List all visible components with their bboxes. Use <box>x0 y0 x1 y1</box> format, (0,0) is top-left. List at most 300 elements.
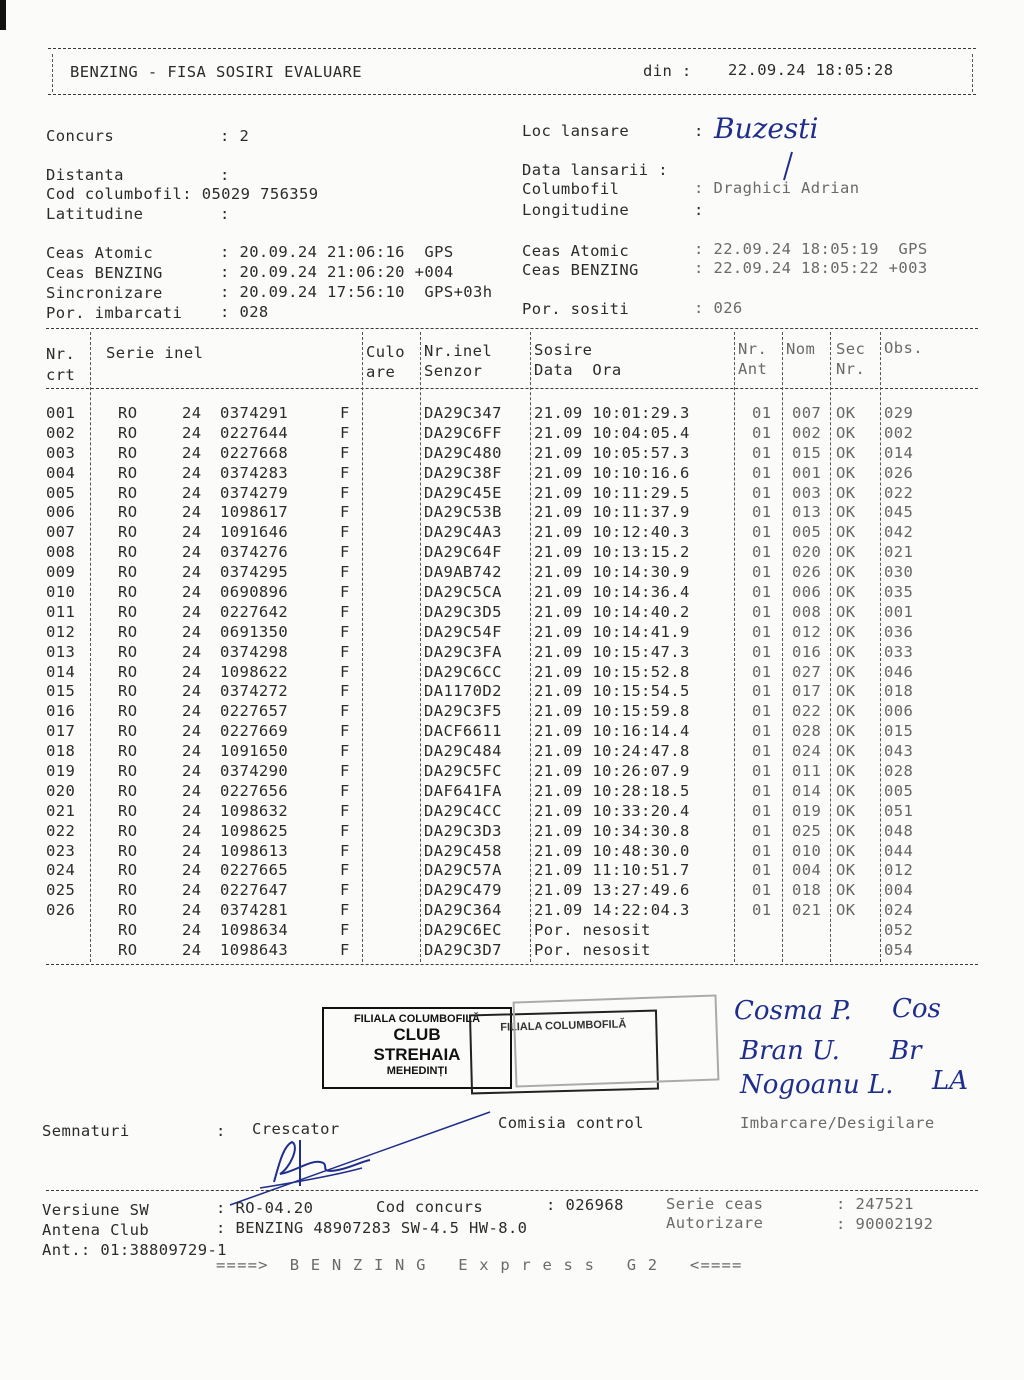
cell-nom: 001 <box>792 463 822 482</box>
cell-senzor: DA29C3F5 <box>424 702 502 721</box>
cell-senzor: DA9AB742 <box>424 563 502 582</box>
cell-nr: 001 <box>46 404 76 422</box>
cell-an: 24 <box>182 543 202 562</box>
cell-an: 24 <box>182 404 202 422</box>
cell-sec: OK <box>836 443 856 462</box>
col-ant-2: Ant <box>738 360 768 378</box>
handwritten-name-1: Cosma P. <box>734 996 852 1026</box>
cell-inel: 1098632 <box>220 801 289 820</box>
table-bottom-border <box>46 964 978 965</box>
cell-nr: 004 <box>46 463 76 482</box>
handwritten-initials-2: Br <box>890 1036 922 1066</box>
cell-obs: 043 <box>884 742 914 761</box>
cell-sec: OK <box>836 642 856 661</box>
cell-obs: 006 <box>884 702 914 721</box>
cell-ant: 01 <box>752 901 772 920</box>
cell-obs: 048 <box>884 821 914 840</box>
cell-ant: 01 <box>752 841 772 860</box>
cell-tara: RO <box>118 523 138 542</box>
cell-obs: 030 <box>884 563 914 582</box>
cell-sex: F <box>340 762 350 781</box>
table-row <box>44 762 984 782</box>
cell-ant: 01 <box>752 523 772 542</box>
cell-tara: RO <box>118 921 138 940</box>
cell-obs: 012 <box>884 861 914 880</box>
cell-ant: 01 <box>752 423 772 442</box>
cell-ant: 01 <box>752 583 772 602</box>
cell-senzor: DA29C54F <box>424 622 502 641</box>
cell-inel: 0374298 <box>220 642 289 661</box>
cell-tara: RO <box>118 801 138 820</box>
cell-an: 24 <box>182 523 202 542</box>
cell-sex: F <box>340 722 350 741</box>
cell-tara: RO <box>118 901 138 920</box>
cell-tara: RO <box>118 722 138 741</box>
cell-tara: RO <box>118 622 138 641</box>
cell-sec: OK <box>836 503 856 522</box>
cell-inel: 1098625 <box>220 821 289 840</box>
cell-sec: OK <box>836 423 856 442</box>
table-header-bottom-border <box>46 388 978 389</box>
cell-obs: 024 <box>884 901 914 920</box>
cell-obs: 035 <box>884 583 914 602</box>
cell-an: 24 <box>182 722 202 741</box>
cell-sosire: 21.09 10:11:29.5 <box>534 483 690 502</box>
cell-nom: 018 <box>792 881 822 900</box>
cell-nom: 013 <box>792 503 822 522</box>
cell-nom: 006 <box>792 583 822 602</box>
scan-edge-mark <box>0 0 6 30</box>
loc-lansare-label: Loc lansare <box>522 122 630 140</box>
cell-sosire: 21.09 10:34:30.8 <box>534 821 690 840</box>
cell-inel: 0374276 <box>220 543 289 562</box>
cell-inel: 1098634 <box>220 921 289 940</box>
cell-inel: 0227665 <box>220 861 289 880</box>
cell-sex: F <box>340 543 350 562</box>
report-date-value: 22.09.24 18:05:28 <box>728 61 894 79</box>
cell-an: 24 <box>182 762 202 781</box>
cell-an: 24 <box>182 642 202 661</box>
handwritten-name-3: Nogoanu L. <box>740 1070 894 1100</box>
cell-nr: 013 <box>46 642 76 661</box>
club-stamp-faint-2 <box>513 994 720 1087</box>
cell-inel: 0691350 <box>220 622 289 641</box>
cell-ant: 01 <box>752 503 772 522</box>
cell-ant: 01 <box>752 463 772 482</box>
cell-senzor: DA29C3FA <box>424 642 502 661</box>
clock-right-1-value: : 22.09.24 18:05:19 GPS <box>694 240 928 258</box>
product-line: ====> B E N Z I N G E x p r e s s G 2 <==== <box>216 1256 743 1274</box>
cell-ant: 01 <box>752 801 772 820</box>
cell-an: 24 <box>182 463 202 482</box>
col-nrinel-1: Nr.inel <box>424 342 493 360</box>
cell-sosire: 21.09 10:16:14.4 <box>534 722 690 741</box>
crescator-signature <box>220 1090 500 1210</box>
clock-left-4-value: : 028 <box>220 303 269 321</box>
cell-senzor: DA29C458 <box>424 841 502 860</box>
cell-nom: 004 <box>792 861 822 880</box>
cell-an: 24 <box>182 423 202 442</box>
cell-ant: 01 <box>752 404 772 422</box>
autorizare-value: : 90002192 <box>836 1215 934 1233</box>
cell-senzor: DA29C5FC <box>424 762 502 781</box>
autorizare-label: Autorizare <box>666 1214 764 1232</box>
cell-tara: RO <box>118 602 138 621</box>
cell-nom: 010 <box>792 841 822 860</box>
table-row <box>44 543 984 563</box>
cell-ant: 01 <box>752 682 772 701</box>
cell-ant: 01 <box>752 622 772 641</box>
cell-sosire: 21.09 10:01:29.3 <box>534 404 690 422</box>
cell-sec: OK <box>836 563 856 582</box>
cell-nr: 009 <box>46 563 76 582</box>
cell-nom: 028 <box>792 722 822 741</box>
cell-an: 24 <box>182 801 202 820</box>
cell-tara: RO <box>118 503 138 522</box>
cell-ant: 01 <box>752 722 772 741</box>
cell-sosire: 21.09 10:14:40.2 <box>534 602 690 621</box>
cell-senzor: DA29C4A3 <box>424 523 502 542</box>
cell-an: 24 <box>182 483 202 502</box>
cell-senzor: DA29C3D3 <box>424 821 502 840</box>
cell-sosire: 21.09 10:12:40.3 <box>534 523 690 542</box>
cell-senzor: DA1170D2 <box>424 682 502 701</box>
cell-sosire: 21.09 10:24:47.8 <box>534 742 690 761</box>
cell-sex: F <box>340 801 350 820</box>
table-row <box>44 484 984 504</box>
table-row <box>44 921 984 941</box>
cell-sex: F <box>340 662 350 681</box>
cell-sec: OK <box>836 901 856 920</box>
cell-nom: 012 <box>792 622 822 641</box>
cell-sex: F <box>340 642 350 661</box>
handwritten-initials-1: Cos <box>892 994 941 1024</box>
col-ant-1: Nr. <box>738 340 768 358</box>
columbofil-label: Columbofil <box>522 180 620 198</box>
cell-inel: 1098622 <box>220 662 289 681</box>
cell-nom: 022 <box>792 702 822 721</box>
cell-obs: 045 <box>884 503 914 522</box>
cell-inel: 1098613 <box>220 841 289 860</box>
report-date-label: din : <box>643 62 692 80</box>
col-sec-1: Sec <box>836 340 866 358</box>
cell-nr: 010 <box>46 583 76 602</box>
cell-an: 24 <box>182 921 202 940</box>
concurs-value: : 2 <box>220 127 250 145</box>
cell-nom: 025 <box>792 821 822 840</box>
cell-senzor: DA29C57A <box>424 861 502 880</box>
longitudine-value: : <box>694 201 704 219</box>
cell-tara: RO <box>118 423 138 442</box>
cell-tara: RO <box>118 781 138 800</box>
clock-left-2-value: : 20.09.24 21:06:20 +004 <box>220 263 454 281</box>
cell-nom: 016 <box>792 642 822 661</box>
clock-left-2-label: Ceas BENZING <box>46 264 163 282</box>
cell-sex: F <box>340 483 350 502</box>
cell-an: 24 <box>182 861 202 880</box>
cell-senzor: DA29C479 <box>424 881 502 900</box>
cell-inel: 0374272 <box>220 682 289 701</box>
cell-sec: OK <box>836 742 856 761</box>
table-row <box>44 503 984 523</box>
cell-sosire: 21.09 10:15:59.8 <box>534 702 690 721</box>
cell-tara: RO <box>118 662 138 681</box>
handwritten-initials-3: LA <box>932 1066 969 1096</box>
cell-ant: 01 <box>752 781 772 800</box>
cell-inel: 0374295 <box>220 563 289 582</box>
col-nrinel-2: Senzor <box>424 362 483 380</box>
col-sosire-2: Data Ora <box>534 361 622 379</box>
clock-left-3-value: : 20.09.24 17:56:10 GPS+03h <box>220 283 493 301</box>
cell-sec: OK <box>836 404 856 422</box>
cell-sex: F <box>340 682 350 701</box>
cell-ant: 01 <box>752 702 772 721</box>
cell-nr: 024 <box>46 861 76 880</box>
cell-senzor: DA29C6FF <box>424 423 502 442</box>
comisia-label: Comisia control <box>498 1114 644 1132</box>
cell-obs: 022 <box>884 483 914 502</box>
cell-tara: RO <box>118 682 138 701</box>
cell-sec: OK <box>836 841 856 860</box>
cell-tara: RO <box>118 443 138 462</box>
cell-inel: 0227642 <box>220 602 289 621</box>
cell-nr: 006 <box>46 503 76 522</box>
col-culoare-2: are <box>366 363 396 381</box>
cell-tara: RO <box>118 404 138 422</box>
clock-right-2-label: Ceas BENZING <box>522 261 639 279</box>
cell-sec: OK <box>836 483 856 502</box>
cell-sec: OK <box>836 682 856 701</box>
cell-obs: 051 <box>884 801 914 820</box>
table-row <box>44 941 984 961</box>
table-row <box>44 682 984 702</box>
cell-an: 24 <box>182 941 202 960</box>
table-row <box>44 742 984 762</box>
table-row <box>44 563 984 583</box>
cell-sosire: 21.09 10:15:52.8 <box>534 662 690 681</box>
cell-senzor: DA29C38F <box>424 463 502 482</box>
cell-tara: RO <box>118 543 138 562</box>
table-row <box>44 623 984 643</box>
cell-nr: 008 <box>46 543 76 562</box>
cell-sec: OK <box>836 722 856 741</box>
clock-right-2-value: : 22.09.24 18:05:22 +003 <box>694 259 928 277</box>
cell-nom: 003 <box>792 483 822 502</box>
cell-obs: 029 <box>884 404 914 422</box>
table-row <box>44 643 984 663</box>
header-right-border <box>972 54 973 92</box>
cell-nom: 024 <box>792 742 822 761</box>
col-serie: Serie inel <box>106 344 204 362</box>
cell-ant: 01 <box>752 762 772 781</box>
table-row <box>44 464 984 484</box>
cell-sosire: 21.09 10:14:36.4 <box>534 583 690 602</box>
cell-nr: 014 <box>46 662 76 681</box>
clock-right-3-value: : 026 <box>694 299 743 317</box>
cell-sex: F <box>340 901 350 920</box>
cell-sex: F <box>340 404 350 422</box>
table-row <box>44 842 984 862</box>
cell-sec: OK <box>836 622 856 641</box>
cell-an: 24 <box>182 682 202 701</box>
col-sec-2: Nr. <box>836 360 866 378</box>
cell-nr: 022 <box>46 821 76 840</box>
cell-senzor: DACF6611 <box>424 722 502 741</box>
col-nr: Nr. <box>46 345 76 363</box>
cell-tara: RO <box>118 642 138 661</box>
cell-ant: 01 <box>752 662 772 681</box>
cell-senzor: DA29C45E <box>424 483 502 502</box>
cell-sec: OK <box>836 801 856 820</box>
cell-nr: 017 <box>46 722 76 741</box>
cell-sec: OK <box>836 543 856 562</box>
cell-tara: RO <box>118 483 138 502</box>
cell-an: 24 <box>182 702 202 721</box>
arrivals-table <box>44 404 984 961</box>
table-row <box>44 523 984 543</box>
col-nom: Nom <box>786 340 816 358</box>
cell-sex: F <box>340 702 350 721</box>
cell-senzor: DA29C64F <box>424 543 502 562</box>
cell-ant: 01 <box>752 563 772 582</box>
cell-an: 24 <box>182 841 202 860</box>
cell-senzor: DAF641FA <box>424 781 502 800</box>
cell-obs: 042 <box>884 523 914 542</box>
stamp-line-1: FILIALA COLUMBOFILĂ <box>353 1013 481 1025</box>
cell-sosire: Por. nesosit <box>534 921 651 940</box>
cell-sosire: 21.09 10:05:57.3 <box>534 443 690 462</box>
cell-nr: 005 <box>46 483 76 502</box>
cell-tara: RO <box>118 941 138 960</box>
cell-sosire: 21.09 10:28:18.5 <box>534 781 690 800</box>
cell-an: 24 <box>182 662 202 681</box>
cell-nr: 015 <box>46 682 76 701</box>
cell-sex: F <box>340 443 350 462</box>
cell-nom: 011 <box>792 762 822 781</box>
cell-sex: F <box>340 881 350 900</box>
cell-sex: F <box>340 622 350 641</box>
table-row <box>44 802 984 822</box>
col-sosire-1: Sosire <box>534 341 593 359</box>
cell-senzor: DA29C4CC <box>424 801 502 820</box>
data-lansarii-label: Data lansarii : <box>522 161 668 179</box>
cell-nr: 016 <box>46 702 76 721</box>
cell-obs: 004 <box>884 881 914 900</box>
cell-sosire: 21.09 10:26:07.9 <box>534 762 690 781</box>
cell-tara: RO <box>118 742 138 761</box>
cell-senzor: DA29C53B <box>424 503 502 522</box>
table-top-border <box>46 328 978 329</box>
cell-tara: RO <box>118 702 138 721</box>
cell-an: 24 <box>182 622 202 641</box>
cell-an: 24 <box>182 443 202 462</box>
cell-nr: 003 <box>46 443 76 462</box>
cell-sex: F <box>340 523 350 542</box>
semnaturi-label: Semnaturi <box>42 1122 130 1140</box>
cell-sec: OK <box>836 781 856 800</box>
cell-obs: 026 <box>884 463 914 482</box>
serie-ceas-value: : 247521 <box>836 1195 914 1213</box>
cell-inel: 0227647 <box>220 881 289 900</box>
table-row <box>44 901 984 921</box>
col-obs: Obs. <box>884 339 923 357</box>
table-row <box>44 782 984 802</box>
cell-inel: 0227656 <box>220 781 289 800</box>
cell-sex: F <box>340 781 350 800</box>
cell-obs: 014 <box>884 443 914 462</box>
cell-inel: 1098617 <box>220 503 289 522</box>
cell-sec: OK <box>836 702 856 721</box>
ant-line: Ant.: 01:38809729-1 <box>42 1241 227 1259</box>
cell-sosire: 21.09 10:10:16.6 <box>534 463 690 482</box>
cell-sex: F <box>340 423 350 442</box>
cell-obs: 036 <box>884 622 914 641</box>
cell-tara: RO <box>118 762 138 781</box>
cell-nom: 020 <box>792 543 822 562</box>
loc-lansare-sep: : <box>694 122 704 140</box>
cell-inel: 0227669 <box>220 722 289 741</box>
cell-obs: 052 <box>884 921 914 940</box>
latitudine-value: : <box>220 205 230 223</box>
table-row <box>44 702 984 722</box>
cell-inel: 0374281 <box>220 901 289 920</box>
cell-sosire: 21.09 10:14:41.9 <box>534 622 690 641</box>
cell-obs: 021 <box>884 543 914 562</box>
antena-value: : BENZING 48907283 SW-4.5 HW-8.0 <box>216 1219 528 1237</box>
cell-sec: OK <box>836 583 856 602</box>
antena-label: Antena Club <box>42 1221 150 1239</box>
cell-an: 24 <box>182 563 202 582</box>
imbarcare-label: Imbarcare/Desigilare <box>740 1114 935 1132</box>
cell-nr: 011 <box>46 602 76 621</box>
versiune-label: Versiune SW <box>42 1201 150 1219</box>
cell-sex: F <box>340 583 350 602</box>
cell-tara: RO <box>118 463 138 482</box>
distanta-label: Distanta <box>46 166 124 184</box>
cell-sosire: 21.09 10:13:15.2 <box>534 543 690 562</box>
cell-sosire: 21.09 13:27:49.6 <box>534 881 690 900</box>
cell-senzor: DA29C347 <box>424 404 502 422</box>
cell-sec: OK <box>836 523 856 542</box>
cell-nr: 025 <box>46 881 76 900</box>
cell-nr: 026 <box>46 901 76 920</box>
cell-obs: 002 <box>884 423 914 442</box>
cell-sosire: 21.09 10:14:30.9 <box>534 563 690 582</box>
semnaturi-sep: : <box>216 1122 226 1140</box>
cell-nr: 012 <box>46 622 76 641</box>
header-left-border <box>52 54 53 92</box>
cell-obs: 015 <box>884 722 914 741</box>
cell-inel: 1098643 <box>220 941 289 960</box>
cell-nom: 021 <box>792 901 822 920</box>
cell-obs: 005 <box>884 781 914 800</box>
cell-nr: 023 <box>46 841 76 860</box>
stamp-line-3: STREHAIA <box>373 1045 461 1064</box>
cell-ant: 01 <box>752 443 772 462</box>
cell-an: 24 <box>182 742 202 761</box>
cell-sosire: 21.09 10:04:05.4 <box>534 423 690 442</box>
cell-sex: F <box>340 602 350 621</box>
cell-sec: OK <box>836 463 856 482</box>
cell-an: 24 <box>182 583 202 602</box>
cell-an: 24 <box>182 781 202 800</box>
cell-inel: 1091646 <box>220 523 289 542</box>
versiune-value: : RO-04.20 <box>216 1199 314 1217</box>
table-row <box>44 881 984 901</box>
cell-tara: RO <box>118 583 138 602</box>
cell-ant: 01 <box>752 642 772 661</box>
cell-nr: 007 <box>46 523 76 542</box>
